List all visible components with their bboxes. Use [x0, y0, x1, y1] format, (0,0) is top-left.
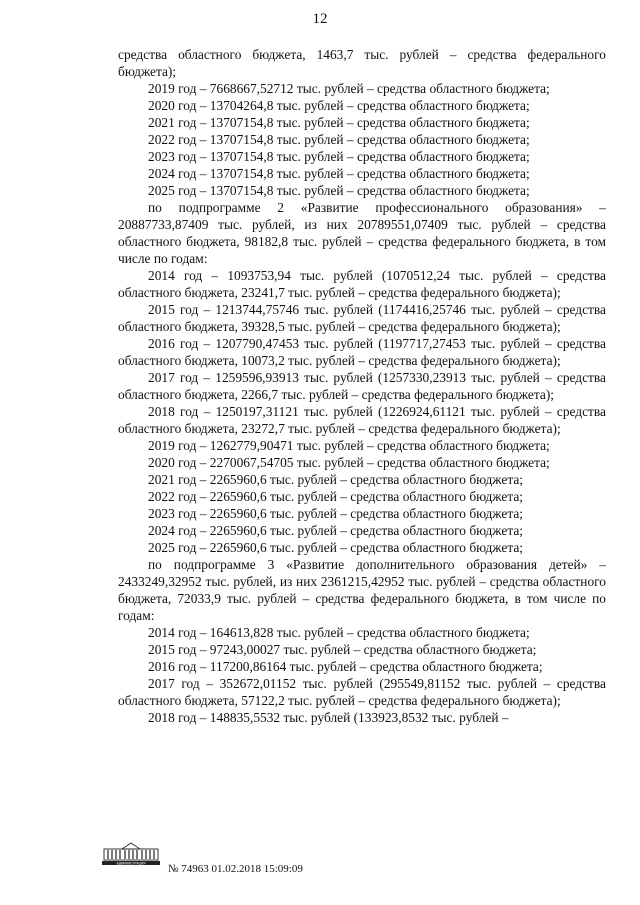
paragraph: 2018 год – 1250197,31121 тыс. рублей (1226924,61121 тыс. рублей – средства областного бюджета, 23272,7 тыс. рублей – средства федерального бюджета);	[118, 404, 606, 436]
paragraph: 2017 год – 1259596,93913 тыс. рублей (1257330,23913 тыс. рублей – средства областного бюджета, 2266,7 тыс. рублей – средства федерального бюджета);	[118, 370, 606, 402]
paragraph: 2024 год – 2265960,6 тыс. рублей – средства областного бюджета;	[148, 523, 524, 538]
paragraph: 2020 год – 13704264,8 тыс. рублей – средства областного бюджета;	[148, 98, 530, 113]
paragraph: 2025 год – 13707154,8 тыс. рублей – средства областного бюджета;	[148, 183, 530, 198]
paragraph: 2020 год – 2270067,54705 тыс. рублей – средства областного бюджета;	[148, 455, 550, 470]
paragraph: по подпрограмме 3 «Развитие дополнительного образования детей» – 2433249,32952 тыс. рублей, из них 2361215,42952 тыс. рублей – средства областного бюджета, 72033,9 тыс. рублей – средства федерального бюджета, в том числе по годам:	[118, 557, 606, 623]
paragraph: 2022 год – 2265960,6 тыс. рублей – средства областного бюджета;	[148, 489, 524, 504]
paragraph: 2015 год – 1213744,75746 тыс. рублей (1174416,25746 тыс. рублей – средства областного бюджета, 39328,5 тыс. рублей – средства федерального бюджета);	[118, 302, 606, 334]
document-footer	[100, 840, 360, 880]
paragraph: 2015 год – 97243,00027 тыс. рублей – средства областного бюджета;	[148, 642, 537, 657]
paragraph: 2022 год – 13707154,8 тыс. рублей – средства областного бюджета;	[148, 132, 530, 147]
paragraph: средства областного бюджета, 1463,7 тыс. рублей – средства федерального бюджета);	[118, 47, 606, 79]
paragraph: 2023 год – 13707154,8 тыс. рублей – средства областного бюджета;	[148, 149, 530, 164]
paragraph: 2024 год – 13707154,8 тыс. рублей – средства областного бюджета;	[148, 166, 530, 181]
paragraph: 2021 год – 2265960,6 тыс. рублей – средства областного бюджета;	[148, 472, 524, 487]
building-emblem-icon	[100, 840, 162, 866]
paragraph: 2021 год – 13707154,8 тыс. рублей – средства областного бюджета;	[148, 115, 530, 130]
paragraph: по подпрограмме 2 «Развитие профессионального образования» – 20887733,87409 тыс. рублей, из них 20789551,07409 тыс. рублей – средства областного бюджета, 98182,8 тыс. рублей – средства федерального бюджета, в том числе по годам:	[118, 200, 606, 266]
paragraph: 2016 год – 117200,86164 тыс. рублей – средства областного бюджета;	[148, 659, 543, 674]
paragraph: 2025 год – 2265960,6 тыс. рублей – средства областного бюджета;	[148, 540, 524, 555]
paragraph: 2017 год – 352672,01152 тыс. рублей (295549,81152 тыс. рублей – средства областного бюджета, 57122,2 тыс. рублей – средства федерального бюджета);	[118, 676, 606, 708]
paragraph: 2019 год – 7668667,52712 тыс. рублей – средства областного бюджета;	[148, 81, 550, 96]
paragraph: 2014 год – 1093753,94 тыс. рублей (1070512,24 тыс. рублей – средства областного бюджета, 23241,7 тыс. рублей – средства федерального бюджета);	[118, 268, 606, 300]
paragraph: 2019 год – 1262779,90471 тыс. рублей – средства областного бюджета;	[148, 438, 550, 453]
page-number: 12	[312, 11, 328, 27]
document-body	[118, 46, 606, 726]
paragraph: 2014 год – 164613,828 тыс. рублей – средства областного бюджета;	[148, 625, 530, 640]
paragraph: 2023 год – 2265960,6 тыс. рублей – средства областного бюджета;	[148, 506, 524, 521]
paragraph: 2016 год – 1207790,47453 тыс. рублей (1197717,27453 тыс. рублей – средства областного бюджета, 10073,2 тыс. рублей – средства федерального бюджета);	[118, 336, 606, 368]
paragraph: 2018 год – 148835,5532 тыс. рублей (133923,8532 тыс. рублей –	[148, 710, 509, 725]
document-registration-number: № 74963 01.02.2018 15:09:09	[168, 863, 303, 875]
stamp-caption: АДМИНИСТРАЦИЯ	[116, 861, 146, 866]
